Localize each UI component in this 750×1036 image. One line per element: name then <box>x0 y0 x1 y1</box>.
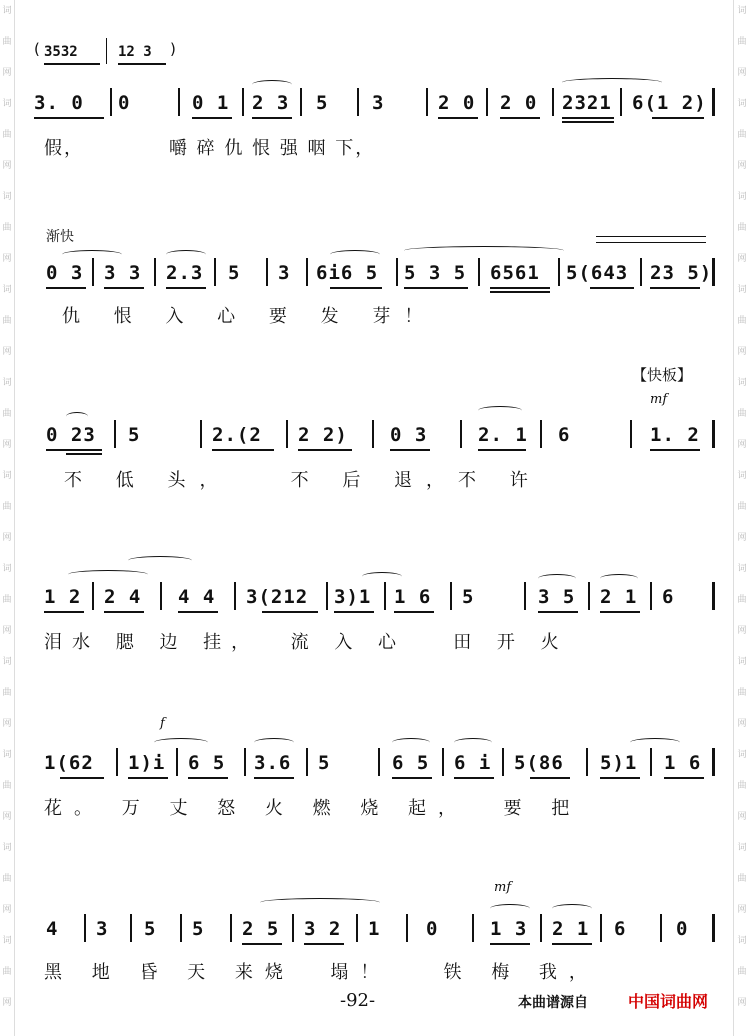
slur <box>562 78 662 87</box>
note-group: 1 <box>368 918 381 940</box>
barline <box>244 748 246 776</box>
slur <box>490 904 530 913</box>
intro-bracket-close: ) <box>170 40 176 58</box>
watermark-glyph: 网 <box>737 719 747 729</box>
note-group: 23 5) <box>650 262 713 284</box>
underline <box>104 611 144 613</box>
underline <box>242 943 282 945</box>
watermark-glyph: 词 <box>737 936 747 946</box>
underline <box>652 117 704 119</box>
barline <box>230 914 232 942</box>
note-group: 2.3 <box>166 262 204 284</box>
note-group: 1 3 <box>490 918 528 940</box>
watermark-glyph: 网 <box>2 440 12 450</box>
watermark-glyph: 曲 <box>2 409 12 419</box>
underline <box>562 121 614 123</box>
barline <box>600 914 602 942</box>
slur <box>478 406 522 415</box>
underline <box>600 777 640 779</box>
barline <box>650 582 652 610</box>
watermark-glyph: 词 <box>737 657 747 667</box>
underline <box>650 287 700 289</box>
barline <box>286 420 288 448</box>
dynamic-mark: f <box>160 716 165 731</box>
underline <box>60 777 104 779</box>
watermark-glyph: 网 <box>737 440 747 450</box>
crescendo-line <box>596 236 706 237</box>
note-group: 6 i <box>454 752 492 774</box>
underline <box>490 291 550 293</box>
barline <box>200 420 202 448</box>
note-group: 6561 <box>490 262 540 284</box>
barline <box>426 88 428 116</box>
barline <box>356 914 358 942</box>
watermark-glyph: 网 <box>2 533 12 543</box>
underline <box>118 63 166 65</box>
barline <box>640 258 642 286</box>
underline <box>500 117 540 119</box>
note-group: 0 3 <box>390 424 428 446</box>
watermark-glyph: 词 <box>2 564 12 574</box>
note-group: 2 1 <box>600 586 638 608</box>
note-group: 0 1 <box>192 92 230 114</box>
underline <box>562 117 614 119</box>
note-group: 3(212 <box>246 586 309 608</box>
barline <box>300 88 302 116</box>
note-group: 3 5 <box>538 586 576 608</box>
watermark-glyph: 网 <box>2 998 12 1008</box>
underline <box>404 287 468 289</box>
watermark-glyph: 曲 <box>2 316 12 326</box>
slur <box>630 738 680 747</box>
barline <box>110 88 112 116</box>
note-group: 5(86 <box>514 752 564 774</box>
barline <box>650 748 652 776</box>
barline <box>478 258 480 286</box>
watermark-glyph: 曲 <box>2 781 12 791</box>
note-group: 0 <box>426 918 439 940</box>
barline <box>712 88 715 116</box>
underline <box>390 449 430 451</box>
note-group: 2 1 <box>552 918 590 940</box>
note-group: 1)i <box>128 752 166 774</box>
watermark-glyph: 词 <box>737 192 747 202</box>
lyric-line-6: 黑 地 昏 天 来烧 塌！ 铁 梅 我， <box>44 962 599 983</box>
watermark-glyph: 词 <box>2 285 12 295</box>
barline <box>620 88 622 116</box>
barline <box>234 582 236 610</box>
underline <box>478 449 526 451</box>
watermark-glyph: 曲 <box>737 223 747 233</box>
lyric-line-2: 仇 恨 入 心 要 发 芽！ <box>62 306 437 327</box>
underline <box>46 287 86 289</box>
underline <box>552 943 592 945</box>
watermark-glyph: 网 <box>737 812 747 822</box>
barline <box>180 914 182 942</box>
underline <box>454 777 494 779</box>
watermark-glyph: 曲 <box>737 781 747 791</box>
watermark-glyph: 词 <box>2 471 12 481</box>
watermark-glyph: 词 <box>737 6 747 16</box>
watermark-glyph: 曲 <box>737 967 747 977</box>
barline <box>266 258 268 286</box>
underline <box>600 611 640 613</box>
barline <box>92 582 94 610</box>
barline <box>130 914 132 942</box>
watermark-glyph: 网 <box>737 626 747 636</box>
watermark-glyph: 曲 <box>2 967 12 977</box>
barline <box>214 258 216 286</box>
watermark-glyph: 网 <box>2 905 12 915</box>
barline <box>540 914 542 942</box>
barline <box>357 88 359 116</box>
note-group: 6 5 <box>188 752 226 774</box>
intro-notes-b: 12 3 <box>118 44 152 60</box>
slur <box>392 738 430 747</box>
barline <box>372 420 374 448</box>
note-group: 2 0 <box>500 92 538 114</box>
lyric-line-4: 泪水 腮 边 挂， 流 入 心 田 开 火 <box>44 632 569 653</box>
watermark-glyph: 曲 <box>2 37 12 47</box>
barline <box>306 748 308 776</box>
tempo-mark: 渐快 <box>46 229 74 245</box>
slur <box>552 904 592 913</box>
watermark-glyph: 词 <box>2 192 12 202</box>
note-group: 2321 <box>562 92 612 114</box>
underline <box>490 943 530 945</box>
underline <box>128 777 168 779</box>
watermark-glyph: 词 <box>737 378 747 388</box>
note-group: 2 2) <box>298 424 348 446</box>
note-group: 6 <box>614 918 627 940</box>
underline <box>254 777 294 779</box>
underline <box>330 287 382 289</box>
note-group: 2 4 <box>104 586 142 608</box>
watermark-glyph: 网 <box>2 161 12 171</box>
barline <box>660 914 662 942</box>
underline <box>394 611 434 613</box>
note-group: 3. 0 <box>34 92 84 114</box>
watermark-glyph: 网 <box>2 719 12 729</box>
lyric-line-5: 花。 万 丈 怒 火 燃 烧 起， 要 把 <box>44 798 582 819</box>
slur <box>68 570 148 579</box>
note-group: 1 6 <box>664 752 702 774</box>
note-group: 2 0 <box>438 92 476 114</box>
intro-bracket-open: ( <box>34 40 40 58</box>
watermark-glyph: 网 <box>737 347 747 357</box>
underline <box>262 611 318 613</box>
note-group: 6 <box>558 424 571 446</box>
dynamic-mark: mf <box>650 392 668 407</box>
underline <box>304 943 344 945</box>
barline <box>116 748 118 776</box>
watermark-glyph: 词 <box>2 6 12 16</box>
slur <box>154 738 208 747</box>
barline <box>586 748 588 776</box>
watermark-glyph: 网 <box>2 812 12 822</box>
page-number: -92- <box>340 990 376 1011</box>
barline <box>450 582 452 610</box>
barline <box>712 258 715 286</box>
note-group: 3 <box>96 918 109 940</box>
underline <box>490 287 550 289</box>
watermark-glyph: 网 <box>737 68 747 78</box>
watermark-glyph: 曲 <box>2 874 12 884</box>
note-group: 4 <box>46 918 59 940</box>
watermark-glyph: 网 <box>737 254 747 264</box>
lyric-line-1: 假， 嚼 碎 仇 恨 强 咽 下， <box>44 138 376 159</box>
barline <box>442 748 444 776</box>
note-group: 0 <box>118 92 131 114</box>
underline <box>44 611 84 613</box>
note-group: 3 <box>278 262 291 284</box>
watermark-glyph: 网 <box>737 161 747 171</box>
slur <box>166 250 206 259</box>
barline <box>406 914 408 942</box>
note-group: 6(1 2) <box>632 92 707 114</box>
barline <box>552 88 554 116</box>
watermark-glyph: 曲 <box>2 130 12 140</box>
note-group: 5 3 5 <box>404 262 467 284</box>
lyric-line-3: 不 低 头， 不 后 退，不 许 <box>64 470 542 491</box>
barline <box>178 88 180 116</box>
slur <box>454 738 492 747</box>
watermark-glyph: 词 <box>2 936 12 946</box>
slur <box>252 80 292 89</box>
watermark-glyph: 曲 <box>2 223 12 233</box>
barline <box>396 258 398 286</box>
watermark-glyph: 词 <box>737 471 747 481</box>
watermark-glyph: 网 <box>2 68 12 78</box>
note-group: 3 3 <box>104 262 142 284</box>
section-label: 【快板】 <box>632 366 693 384</box>
note-group: 6 <box>662 586 675 608</box>
underline <box>188 777 228 779</box>
underline <box>538 611 578 613</box>
watermark-glyph: 曲 <box>737 688 747 698</box>
barline <box>540 420 542 448</box>
underline <box>104 287 144 289</box>
barline <box>712 582 715 610</box>
barline <box>176 748 178 776</box>
watermark-glyph: 网 <box>2 626 12 636</box>
slur <box>66 412 88 421</box>
underline <box>34 117 104 119</box>
barline <box>106 38 107 64</box>
watermark-glyph: 词 <box>737 843 747 853</box>
barline <box>712 748 715 776</box>
watermark-glyph: 词 <box>737 285 747 295</box>
barline <box>154 258 156 286</box>
note-group: 1. 2 <box>650 424 700 446</box>
watermark-glyph: 词 <box>2 750 12 760</box>
watermark-glyph: 曲 <box>737 409 747 419</box>
barline <box>712 420 715 448</box>
source-credit: 本曲谱源自 <box>518 995 588 1011</box>
note-group: 5 <box>462 586 475 608</box>
barline <box>712 914 715 942</box>
underline <box>664 777 704 779</box>
underline <box>192 117 232 119</box>
watermark-glyph: 曲 <box>737 37 747 47</box>
note-group: 5 <box>318 752 331 774</box>
note-group: 6 5 <box>392 752 430 774</box>
note-group: 2 5 <box>242 918 280 940</box>
underline <box>44 63 100 65</box>
watermark-glyph: 曲 <box>2 502 12 512</box>
note-group: 2 3 <box>252 92 290 114</box>
underline <box>392 777 432 779</box>
watermark-glyph: 词 <box>2 99 12 109</box>
slur <box>128 556 192 565</box>
watermark-glyph: 曲 <box>737 502 747 512</box>
note-group: 5 <box>228 262 241 284</box>
site-brand-link[interactable]: 中国词曲网 <box>628 992 709 1011</box>
watermark-glyph: 曲 <box>737 130 747 140</box>
barline <box>384 582 386 610</box>
underline <box>590 287 634 289</box>
watermark-glyph: 词 <box>2 843 12 853</box>
underline <box>212 449 274 451</box>
slur <box>254 738 294 747</box>
note-group: 3.6 <box>254 752 292 774</box>
watermark-glyph: 曲 <box>737 874 747 884</box>
note-group: 5(643 <box>566 262 629 284</box>
watermark-glyph: 词 <box>2 378 12 388</box>
barline <box>306 258 308 286</box>
barline <box>486 88 488 116</box>
watermark-glyph: 曲 <box>2 595 12 605</box>
note-group: 2.(2 <box>212 424 262 446</box>
slur <box>330 250 380 259</box>
barline <box>460 420 462 448</box>
note-group: 1 6 <box>394 586 432 608</box>
barline <box>472 914 474 942</box>
watermark-glyph: 词 <box>737 564 747 574</box>
watermark-glyph: 词 <box>737 750 747 760</box>
slur <box>260 898 380 907</box>
barline <box>524 582 526 610</box>
note-group: 3)1 <box>334 586 372 608</box>
barline <box>160 582 162 610</box>
slur <box>404 246 564 255</box>
barline <box>326 582 328 610</box>
watermark-glyph: 词 <box>737 99 747 109</box>
note-group: 5 <box>192 918 205 940</box>
watermark-glyph: 网 <box>737 533 747 543</box>
slur <box>600 574 638 583</box>
barline <box>502 748 504 776</box>
underline <box>66 453 102 455</box>
underline <box>298 449 352 451</box>
underline <box>166 287 206 289</box>
underline <box>530 777 570 779</box>
crescendo-line <box>596 242 706 243</box>
watermark-glyph: 曲 <box>737 316 747 326</box>
watermark-glyph: 网 <box>737 998 747 1008</box>
note-group: 0 3 <box>46 262 84 284</box>
note-group: 5 <box>144 918 157 940</box>
barline <box>292 914 294 942</box>
slur <box>362 572 402 581</box>
watermark-glyph: 曲 <box>2 688 12 698</box>
barline <box>114 420 116 448</box>
underline <box>178 611 218 613</box>
intro-notes-a: 3532 <box>44 44 78 60</box>
watermark-glyph: 曲 <box>737 595 747 605</box>
note-group: 3 2 <box>304 918 342 940</box>
underline <box>46 449 102 451</box>
note-group: 5 <box>316 92 329 114</box>
underline <box>438 117 478 119</box>
watermark-glyph: 网 <box>2 347 12 357</box>
underline <box>252 117 292 119</box>
note-group: 1 2 <box>44 586 82 608</box>
note-group: 0 23 <box>46 424 96 446</box>
dynamic-mark: mf <box>494 880 512 895</box>
barline <box>378 748 380 776</box>
barline <box>630 420 632 448</box>
underline <box>650 449 700 451</box>
note-group: 0 <box>676 918 689 940</box>
note-group: 5)1 <box>600 752 638 774</box>
watermark-glyph: 词 <box>2 657 12 667</box>
note-group: 4 4 <box>178 586 216 608</box>
barline <box>84 914 86 942</box>
slur <box>538 574 576 583</box>
barline <box>588 582 590 610</box>
note-group: 1(62 <box>44 752 94 774</box>
barline <box>558 258 560 286</box>
note-group: 6i6 5 <box>316 262 379 284</box>
note-group: 5 <box>128 424 141 446</box>
note-group: 2. 1 <box>478 424 528 446</box>
note-group: 3 <box>372 92 385 114</box>
barline <box>92 258 94 286</box>
barline <box>242 88 244 116</box>
watermark-glyph: 网 <box>737 905 747 915</box>
watermark-glyph: 网 <box>2 254 12 264</box>
underline <box>334 611 374 613</box>
